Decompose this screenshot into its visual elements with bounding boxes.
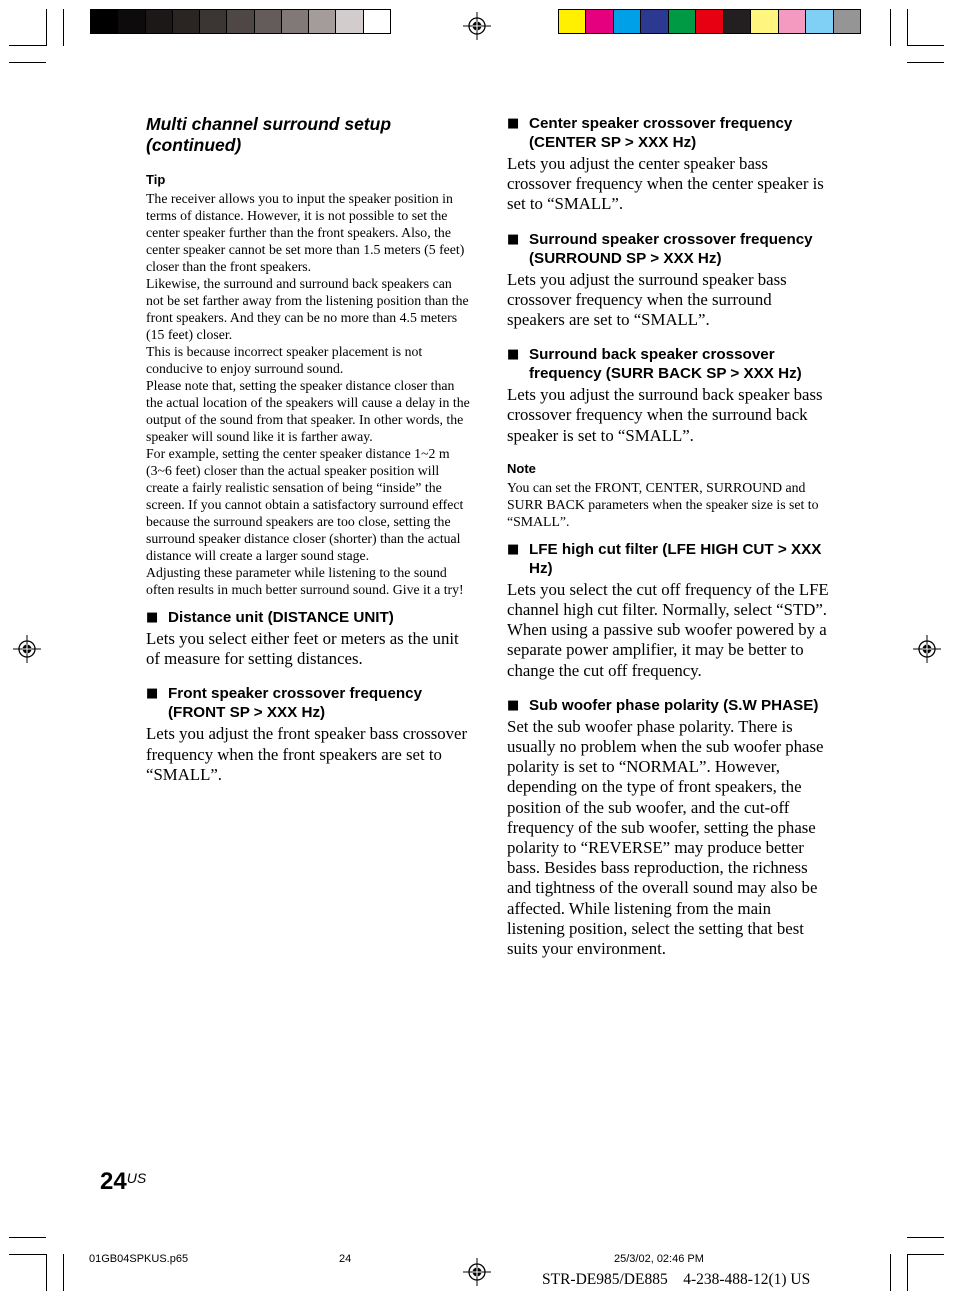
- square-bullet-icon: ■: [507, 697, 520, 713]
- crop-mark: [63, 9, 64, 46]
- footer-model-code: STR-DE985/DE885 4-238-488-12(1) US: [542, 1271, 811, 1288]
- registration-target-icon: [463, 1258, 491, 1286]
- calibration-swatch: [336, 10, 363, 33]
- tip-paragraph: Please note that, setting the speaker distance closer than the actual location of the speakers will cause a delay in the output of the sound from that speaker. In other words, the speaker will sound like it is farther away.: [146, 378, 470, 444]
- calibration-swatch: [586, 10, 613, 33]
- section-title-line: (continued): [146, 135, 242, 155]
- calibration-swatch: [724, 10, 751, 33]
- crop-mark: [890, 1254, 891, 1291]
- calibration-swatch: [227, 10, 254, 33]
- tip-paragraph: This is because incorrect speaker placement is not conducive to enjoy surround sound.: [146, 344, 423, 376]
- calibration-swatch: [118, 10, 145, 33]
- crop-mark: [907, 1254, 908, 1291]
- setting-description: Lets you adjust the surround back speaker bass crossover frequency when the surround back speaker is set to “SMALL”.: [507, 385, 823, 445]
- setting-description: Lets you adjust the front speaker bass crossover frequency when the front speakers are set to “SMALL”.: [146, 724, 468, 784]
- crop-mark: [890, 9, 891, 46]
- calibration-swatch: [806, 10, 833, 33]
- crop-mark: [9, 45, 46, 46]
- setting-heading: Surround speaker crossover frequency (SURROUND SP > XXX Hz): [529, 230, 813, 267]
- crop-mark: [9, 62, 46, 63]
- square-bullet-icon: ■: [146, 610, 159, 625]
- calibration-swatch: [200, 10, 227, 33]
- tip-paragraph: Likewise, the surround and surround back speakers can not be set farther away from the listening position than the front speakers. And they can be no more than 4.5 meters (15 feet) closer.: [146, 276, 469, 342]
- calibration-swatch: [834, 10, 860, 33]
- calibration-swatch: [364, 10, 390, 33]
- setting-heading: Surround back speaker crossover frequency (SURR BACK SP > XXX Hz): [529, 346, 802, 383]
- registration-target-icon: [913, 635, 941, 663]
- square-bullet-icon: ■: [507, 116, 520, 131]
- setting-description: Set the sub woofer phase polarity. There is usually no problem when the sub woofer phase polarity is set to “NORMAL”. However, depending on the type of front speakers, the position of the sub woofer, and the cut-off frequency of the sub woofer, setting the phase polarity to “REVERSE” may produce better bass. Besides bass reproduction, the richness and tightness of the overall sound may also be affected. While listening from the main listening position, select the setting that best suits your environment.: [507, 716, 824, 959]
- footer-timestamp: 25/3/02, 02:46 PM: [614, 1253, 704, 1265]
- footer-page: 24: [339, 1253, 352, 1265]
- calibration-swatch: [669, 10, 696, 33]
- calibration-swatch: [91, 10, 118, 33]
- setting-heading: Distance unit (DISTANCE UNIT): [168, 609, 394, 626]
- page-number: [100, 1168, 146, 1196]
- crop-mark: [907, 1237, 944, 1238]
- setting-description: Lets you adjust the center speaker bass crossover frequency when the center speaker is set to “SMALL”.: [507, 154, 824, 214]
- setting-description: Lets you adjust the surround speaker bass crossover frequency when the surround speakers are set to “SMALL”.: [507, 269, 787, 330]
- setting-heading: Center speaker crossover frequency (CENTER SP > XXX Hz): [529, 115, 793, 151]
- tip-heading: Tip: [146, 172, 166, 187]
- crop-mark: [46, 1254, 47, 1291]
- crop-mark: [9, 1237, 46, 1238]
- square-bullet-icon: ■: [146, 686, 159, 702]
- section-title: [146, 114, 470, 156]
- tip-block: [146, 172, 470, 598]
- crop-mark: [907, 9, 908, 46]
- setting-item-surround-back-crossover: [507, 345, 829, 446]
- page-number-suffix: US: [126, 1170, 147, 1186]
- crop-mark: [46, 9, 47, 46]
- calibration-swatch: [282, 10, 309, 33]
- grayscale-calibration-strip: [90, 9, 391, 34]
- calibration-swatch: [173, 10, 200, 33]
- setting-item-center-crossover: [507, 114, 829, 215]
- calibration-swatch: [146, 10, 173, 33]
- note-text: You can set the FRONT, CENTER, SURROUND and SURR BACK parameters when the speaker size is set to “SMALL”.: [507, 479, 819, 529]
- calibration-swatch: [309, 10, 336, 33]
- tip-paragraph: The receiver allows you to input the speaker position in terms of distance. However, it is not possible to set the center speaker further than the front speakers. Also, the center speaker cannot be set more than 1.5 meters (5 feet) closer than the front speakers.: [146, 191, 465, 274]
- crop-mark: [907, 62, 944, 63]
- square-bullet-icon: ■: [507, 347, 520, 363]
- square-bullet-icon: ■: [507, 231, 520, 247]
- square-bullet-icon: ■: [507, 541, 520, 557]
- setting-heading: Sub woofer phase polarity (S.W PHASE): [529, 696, 819, 714]
- tip-paragraph: For example, setting the center speaker distance 1~2 m (3~6 feet) closer than the actual speaker position will create a fairly realistic sensation of being “inside” the screen. If you cannot obtain a satisfactory surround effect because the surround speakers are too close, setting the surround speaker distance closer (shorter) than the actual distance will create a larger sound stage.: [146, 446, 464, 563]
- setting-item-lfe-high-cut: [507, 540, 829, 681]
- registration-target-icon: [463, 12, 491, 40]
- left-column: [146, 114, 470, 800]
- setting-heading: LFE high cut filter (LFE HIGH CUT > XXX Hz): [529, 540, 822, 577]
- calibration-swatch: [696, 10, 723, 33]
- registration-target-icon: [13, 635, 41, 663]
- color-calibration-strip: [558, 9, 861, 34]
- setting-heading: Front speaker crossover frequency (FRONT SP > XXX Hz): [168, 685, 423, 722]
- section-title-line: Multi channel surround setup: [146, 114, 392, 134]
- calibration-swatch: [614, 10, 641, 33]
- crop-mark: [907, 45, 944, 46]
- setting-item-surround-crossover: [507, 230, 829, 331]
- crop-mark: [907, 1254, 944, 1255]
- setting-item-sw-phase: [507, 696, 829, 959]
- setting-description: Lets you select either feet or meters as the unit of measure for setting distances.: [146, 629, 459, 669]
- calibration-swatch: [255, 10, 282, 33]
- footer-filename: 01GB04SPKUS.p65: [89, 1253, 189, 1265]
- setting-item-distance-unit: [146, 608, 470, 669]
- crop-mark: [63, 1254, 64, 1291]
- crop-mark: [9, 1254, 46, 1255]
- tip-paragraph: Adjusting these parameter while listening to the sound often results in much better surround sound. Give it a try!: [146, 565, 464, 597]
- calibration-swatch: [559, 10, 586, 33]
- calibration-swatch: [641, 10, 668, 33]
- calibration-swatch: [751, 10, 778, 33]
- note-heading: Note: [507, 460, 536, 476]
- setting-description: Lets you select the cut off frequency of the LFE channel high cut filter. Normally, select “STD”. When using a passive sub woofer powered by a separate power amplifier, it may be better to change the cut off frequency.: [507, 579, 829, 680]
- right-column: [507, 114, 829, 974]
- calibration-swatch: [779, 10, 806, 33]
- setting-item-front-crossover: [146, 684, 470, 785]
- page-number-value: 24: [100, 1168, 127, 1195]
- note-block: [507, 461, 829, 530]
